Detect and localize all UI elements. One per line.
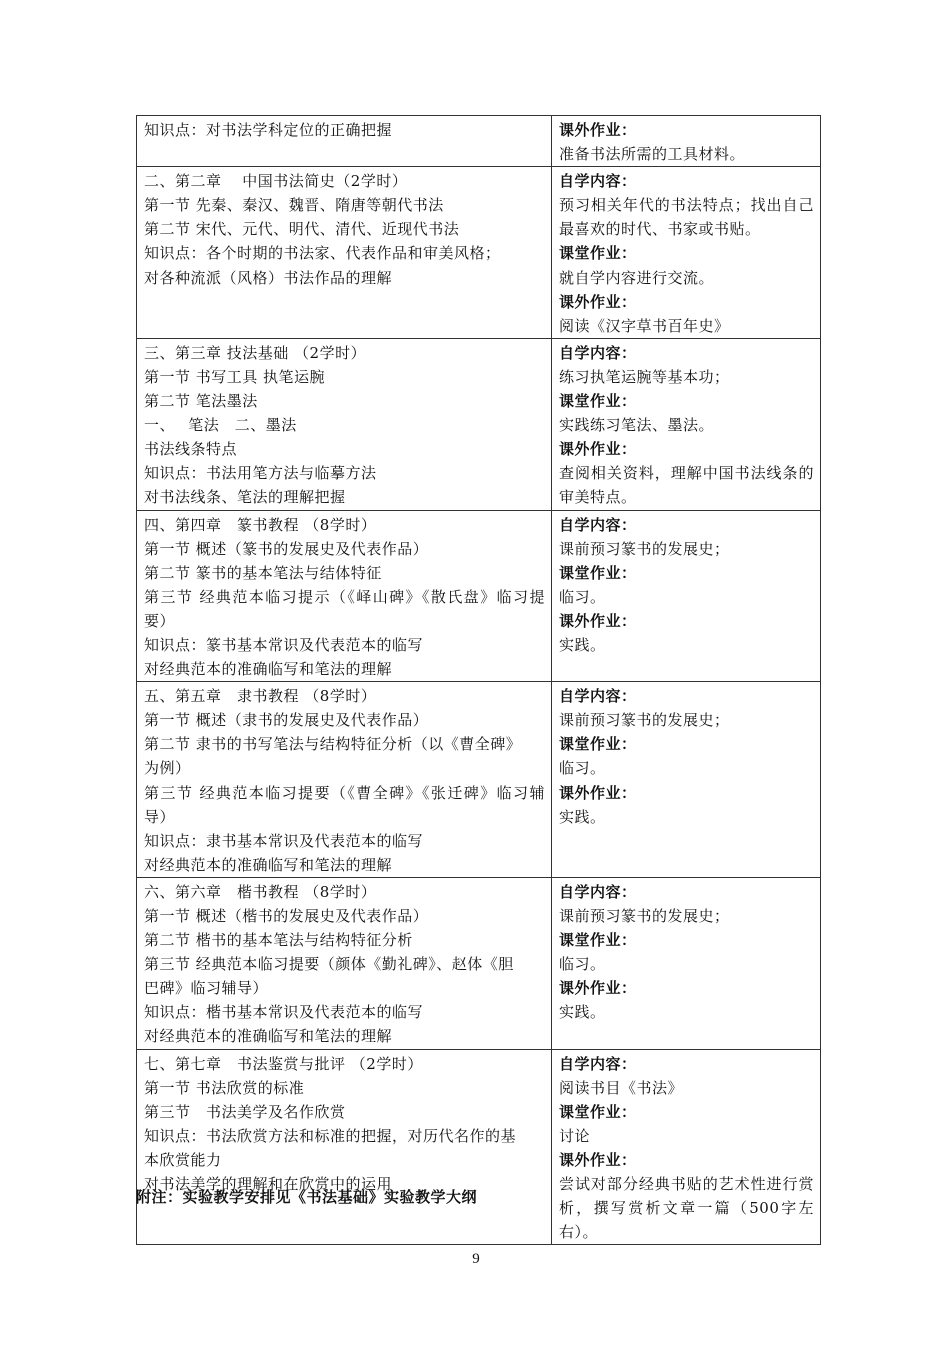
assignment-cell <box>552 167 821 339</box>
chapter-line: 第二节 宋代、元代、明代、清代、近现代书法 <box>144 220 460 239</box>
assignment-text: 实践练习笔法、墨法。 <box>559 416 715 435</box>
chapter-line: 第二节 笔法墨法 <box>144 392 258 411</box>
chapter-line: 对经典范本的准确临写和笔法的理解 <box>144 660 393 679</box>
chapter-line: 对各种流派（风格）书法作品的理解 <box>144 268 393 287</box>
chapter-line: 第一节 书法欣赏的标准 <box>144 1078 305 1097</box>
assignment-text: 查阅相关资料，理解中国书法线条的审美特点。 <box>559 464 814 507</box>
assignment-cell <box>552 682 821 878</box>
chapter-line: 对经典范本的准确临写和笔法的理解 <box>144 1027 393 1046</box>
assignment-cell <box>552 877 821 1049</box>
chapter-content-cell <box>137 1049 552 1245</box>
chapter-line: 巴碑》临习辅导） <box>144 979 269 998</box>
chapter-line: 五、第五章 隶书教程 （8学时） <box>144 687 377 706</box>
assignment-text: 实践。 <box>559 1003 606 1022</box>
assignment-text: 就自学内容进行交流。 <box>559 268 715 287</box>
table-row <box>137 877 821 1049</box>
table-row <box>137 116 821 167</box>
assignment-text: 临习。 <box>559 759 606 778</box>
assignment-text: 课前预习篆书的发展史； <box>559 539 730 558</box>
chapter-line: 第一节 书写工具 执笔运腕 <box>144 367 326 386</box>
syllabus-table <box>136 115 821 1245</box>
chapter-line: 第一节 先秦、秦汉、魏晋、隋唐等朝代书法 <box>144 196 444 215</box>
chapter-line: 知识点：书法欣赏方法和标准的把握，对历代名作的基 <box>144 1126 517 1145</box>
chapter-line: 对书法线条、笔法的理解把握 <box>144 488 346 507</box>
assignment-heading: 自学内容： <box>559 882 637 901</box>
chapter-line: 第一节 概述（隶书的发展史及代表作品） <box>144 711 429 730</box>
assignment-heading: 课外作业： <box>559 979 637 998</box>
chapter-line: 第二节 篆书的基本笔法与结体特征 <box>144 563 382 582</box>
assignment-heading: 自学内容： <box>559 687 637 706</box>
table-row <box>137 338 821 510</box>
chapter-line: 对经典范本的准确临写和笔法的理解 <box>144 855 393 874</box>
chapter-line: 第一节 概述（楷书的发展史及代表作品） <box>144 907 429 925</box>
assignment-heading: 课堂作业： <box>559 244 637 263</box>
assignment-cell <box>552 116 821 167</box>
assignment-text: 阅读书目《书法》 <box>559 1078 684 1097</box>
assignment-text: 临习。 <box>559 587 606 606</box>
chapter-content-cell <box>137 167 552 339</box>
assignment-text: 实践。 <box>559 635 606 654</box>
chapter-line: 第三节 经典范本临习提示（《峄山碑》《散氏盘》临习提要） <box>144 587 545 630</box>
assignment-heading: 课外作业： <box>559 783 637 802</box>
assignment-text: 课前预习篆书的发展史； <box>559 907 730 925</box>
chapter-line: 第三节 经典范本临习提要（颜体《勤礼碑》、赵体《胆 <box>144 955 514 974</box>
assignment-text: 课前预习篆书的发展史； <box>559 711 730 730</box>
chapter-line: 为例） <box>144 759 191 778</box>
chapter-line: 知识点：书法用笔方法与临摹方法 <box>144 464 377 483</box>
chapter-line: 知识点：篆书基本常识及代表范本的临写 <box>144 635 424 654</box>
assignment-text: 临习。 <box>559 955 606 974</box>
assignment-cell <box>552 1049 821 1245</box>
table-row <box>137 682 821 878</box>
chapter-line: 知识点：隶书基本常识及代表范本的临写 <box>144 831 424 850</box>
table-row <box>137 1049 821 1245</box>
chapter-line: 第三节 书法美学及名作欣赏 <box>144 1102 346 1121</box>
table-row <box>137 510 821 682</box>
chapter-line: 第二节 隶书的书写笔法与结构特征分析（以《曹全碑》 <box>144 735 522 754</box>
chapter-line: 四、第四章 篆书教程 （8学时） <box>144 515 377 534</box>
chapter-content-cell <box>137 877 552 1049</box>
chapter-line: 知识点：对书法学科定位的正确把握 <box>144 121 393 139</box>
chapter-line: 六、第六章 楷书教程 （8学时） <box>144 882 377 901</box>
assignment-cell <box>552 338 821 510</box>
assignment-heading: 课堂作业： <box>559 392 637 411</box>
assignment-heading: 课外作业： <box>559 1150 637 1169</box>
chapter-line: 七、第七章 书法鉴赏与批评 （2学时） <box>144 1054 423 1073</box>
assignment-text: 阅读《汉字草书百年史》 <box>559 316 730 335</box>
chapter-content-cell <box>137 682 552 878</box>
assignment-heading: 课堂作业： <box>559 1102 637 1121</box>
assignment-heading: 自学内容： <box>559 515 637 534</box>
chapter-line: 第二节 楷书的基本笔法与结构特征分析 <box>144 931 413 950</box>
footnote: 附注：实验教学安排见《书法基础》实验教学大纲 <box>136 1188 478 1206</box>
syllabus-table-body <box>137 116 821 1245</box>
assignment-text: 实践。 <box>559 807 606 826</box>
assignment-heading: 课外作业： <box>559 121 637 139</box>
assignment-heading: 自学内容： <box>559 1054 637 1073</box>
assignment-heading: 自学内容： <box>559 343 637 362</box>
chapter-line: 二、第二章 中国书法简史（2学时） <box>144 172 408 191</box>
assignment-text: 尝试对部分经典书贴的艺术性进行赏析，撰写赏析文章一篇（500字左右）。 <box>559 1175 814 1242</box>
assignment-text: 准备书法所需的工具材料。 <box>559 145 746 164</box>
assignment-heading: 课外作业： <box>559 292 637 311</box>
chapter-content-cell <box>137 116 552 167</box>
assignment-heading: 课外作业： <box>559 611 637 630</box>
chapter-line: 本欣赏能力 <box>144 1150 222 1169</box>
assignment-text: 练习执笔运腕等基本功； <box>559 367 730 386</box>
chapter-line: 对书法美学的理解和在欣赏中的运用 <box>144 1175 393 1194</box>
assignment-heading: 课堂作业： <box>559 563 637 582</box>
assignment-cell <box>552 510 821 682</box>
chapter-line: 一、 笔法 二、墨法 <box>144 416 297 435</box>
chapter-line: 书法线条特点 <box>144 440 238 459</box>
chapter-line: 三、第三章 技法基础 （2学时） <box>144 343 367 362</box>
chapter-content-cell <box>137 510 552 682</box>
assignment-heading: 课堂作业： <box>559 931 637 950</box>
assignment-heading: 自学内容： <box>559 172 637 191</box>
chapter-line: 第三节 经典范本临习提要（《曹全碑》《张迁碑》临习辅导） <box>144 783 545 826</box>
chapter-line: 第一节 概述（篆书的发展史及代表作品） <box>144 539 429 558</box>
assignment-heading: 课堂作业： <box>559 735 637 754</box>
chapter-line: 知识点：各个时期的书法家、代表作品和审美风格； <box>144 244 501 263</box>
assignment-text: 预习相关年代的书法特点；找出自己最喜欢的时代、书家或书贴。 <box>559 196 814 239</box>
assignment-text: 讨论 <box>559 1126 591 1145</box>
page-number: 9 <box>472 1251 480 1267</box>
chapter-line: 知识点：楷书基本常识及代表范本的临写 <box>144 1003 424 1022</box>
assignment-heading: 课外作业： <box>559 440 637 459</box>
table-row <box>137 167 821 339</box>
chapter-content-cell <box>137 338 552 510</box>
